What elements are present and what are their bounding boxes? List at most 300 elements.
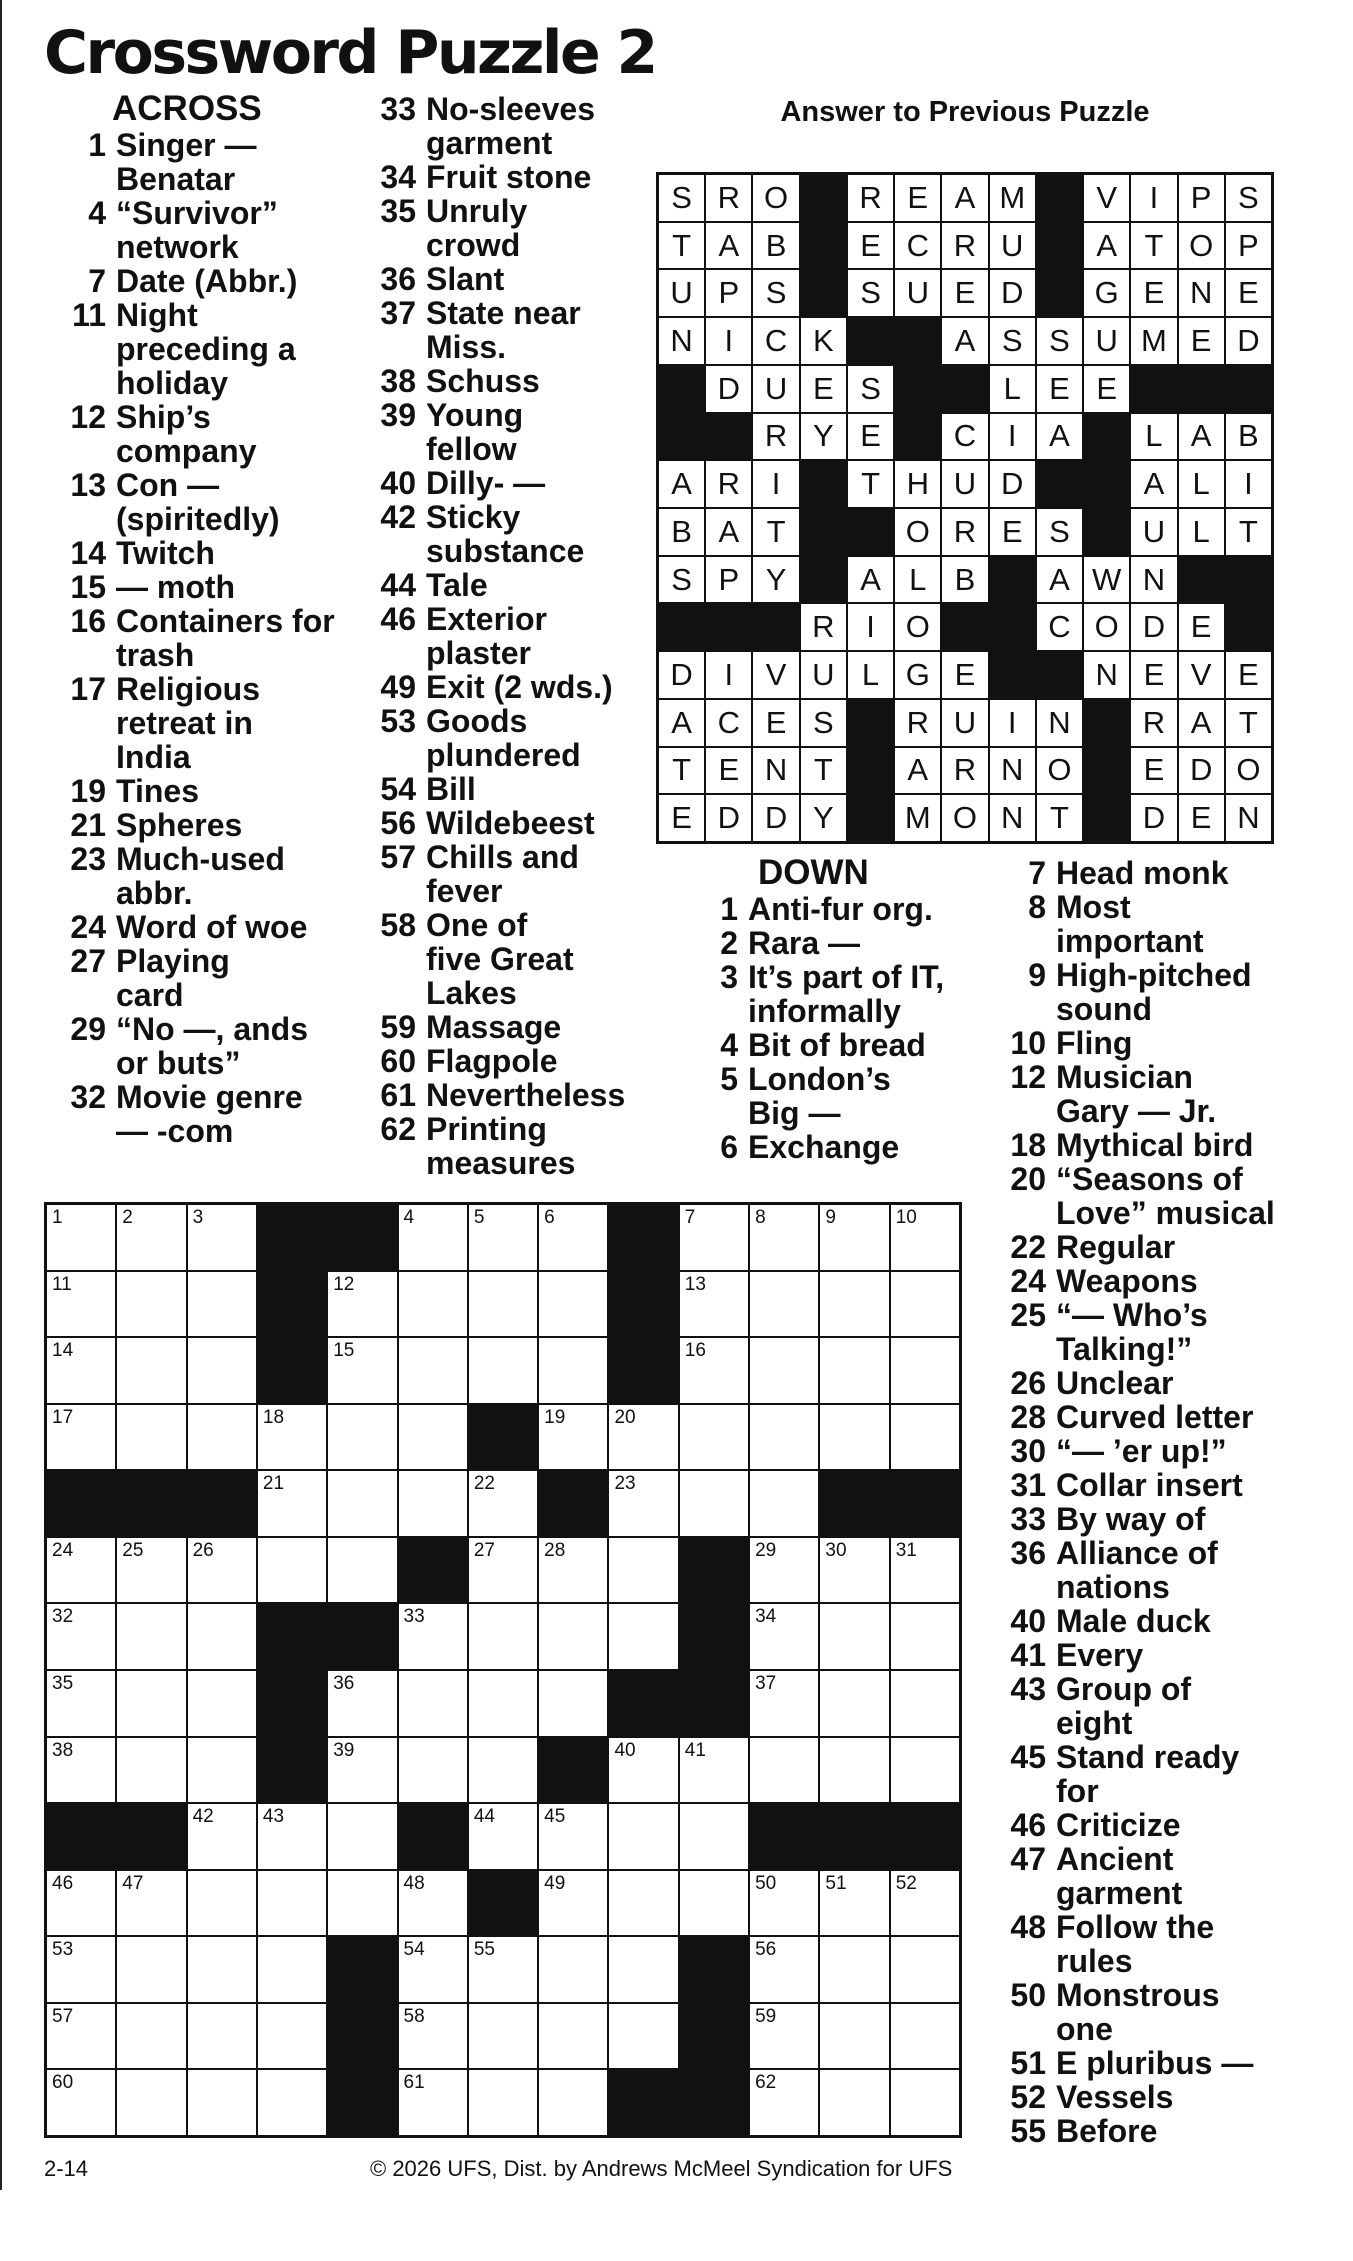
- grid-white-cell[interactable]: [609, 2004, 677, 2069]
- previous-letter-cell: I: [706, 318, 751, 364]
- grid-white-cell[interactable]: [469, 1471, 537, 1536]
- grid-white-cell[interactable]: [820, 1272, 888, 1337]
- grid-cell-number: 10: [895, 1207, 917, 1228]
- grid-cell-number: 49: [544, 1872, 566, 1894]
- previous-letter-cell: P: [1226, 223, 1271, 269]
- grid-cell-number: 11: [52, 1273, 72, 1295]
- previous-letter-cell: E: [1179, 795, 1224, 841]
- clue-text: Containers for trash: [116, 603, 335, 673]
- grid-white-cell[interactable]: [258, 1405, 326, 1470]
- grid-cell-number: 14: [52, 1340, 74, 1362]
- grid-white-cell[interactable]: [469, 1538, 537, 1603]
- grid-white-cell[interactable]: [820, 1604, 888, 1669]
- grid-white-cell[interactable]: [188, 1937, 256, 2002]
- grid-white-cell[interactable]: [680, 1205, 748, 1270]
- previous-letter-cell: B: [942, 557, 987, 603]
- grid-white-cell[interactable]: [328, 1272, 396, 1337]
- grid-cell-number: 23: [614, 1473, 636, 1495]
- previous-letter-cell: D: [990, 461, 1035, 507]
- grid-white-cell[interactable]: [891, 1738, 959, 1803]
- previous-letter-cell: D: [1226, 318, 1271, 364]
- grid-black-cell: [47, 1804, 115, 1869]
- grid-white-cell[interactable]: [47, 1538, 115, 1603]
- grid-white-cell[interactable]: [891, 1604, 959, 1669]
- grid-white-cell[interactable]: [750, 1604, 818, 1669]
- grid-white-cell[interactable]: [47, 1871, 115, 1936]
- grid-white-cell[interactable]: [680, 1338, 748, 1403]
- clue-item: [56, 128, 356, 196]
- clue-item: [56, 842, 356, 910]
- grid-white-cell[interactable]: [539, 1538, 607, 1603]
- previous-black-cell: [801, 557, 846, 603]
- grid-white-cell[interactable]: [539, 1804, 607, 1869]
- grid-white-cell[interactable]: [399, 1671, 467, 1736]
- clue-item: [56, 468, 356, 536]
- grid-white-cell[interactable]: [891, 1871, 959, 1936]
- clue-item: [56, 1080, 356, 1148]
- grid-cell-number: 13: [684, 1273, 706, 1295]
- grid-white-cell[interactable]: [47, 2070, 115, 2135]
- clue-text: Singer — Benatar: [116, 127, 257, 197]
- grid-black-cell: [469, 1871, 537, 1936]
- grid-black-cell: [399, 1804, 467, 1869]
- previous-letter-cell: N: [990, 795, 1035, 841]
- previous-letter-cell: S: [753, 270, 798, 316]
- clue-number: 34: [380, 159, 416, 195]
- grid-white-cell[interactable]: [258, 1937, 326, 2002]
- previous-black-cell: [1179, 557, 1224, 603]
- grid-white-cell[interactable]: [750, 1205, 818, 1270]
- clue-item: [996, 1978, 1296, 2046]
- across-column-1: [56, 89, 356, 1149]
- grid-cell-number: 12: [333, 1273, 355, 1295]
- grid-white-cell[interactable]: [47, 1338, 115, 1403]
- grid-white-cell[interactable]: [328, 1671, 396, 1736]
- previous-letter-cell: S: [990, 318, 1035, 364]
- grid-white-cell[interactable]: [47, 1405, 115, 1470]
- grid-white-cell[interactable]: [188, 1405, 256, 1470]
- grid-white-cell[interactable]: [328, 1738, 396, 1803]
- grid-white-cell[interactable]: [891, 1405, 959, 1470]
- previous-black-cell: [753, 604, 798, 650]
- down-clue-list-1: [688, 892, 998, 1164]
- clue-text: “— ’er up!”: [1056, 1433, 1227, 1469]
- grid-cell-number: 62: [755, 2072, 777, 2094]
- grid-cell-number: 44: [473, 1806, 495, 1828]
- previous-letter-cell: N: [1131, 557, 1176, 603]
- grid-white-cell[interactable]: [188, 1538, 256, 1603]
- clue-item: [996, 1910, 1296, 1978]
- grid-white-cell[interactable]: [539, 1205, 607, 1270]
- previous-letter-cell: S: [1037, 509, 1082, 555]
- grid-white-cell[interactable]: [469, 2004, 537, 2069]
- grid-white-cell[interactable]: [399, 1205, 467, 1270]
- grid-cell-number: 3: [192, 1207, 204, 1228]
- grid-black-cell: [328, 1205, 396, 1270]
- grid-white-cell[interactable]: [47, 1738, 115, 1803]
- grid-white-cell[interactable]: [820, 1671, 888, 1736]
- clue-text: Monstrous one: [1056, 1977, 1220, 2047]
- grid-white-cell[interactable]: [47, 1671, 115, 1736]
- clue-number: 31: [1010, 1467, 1046, 1503]
- previous-black-cell: [848, 795, 893, 841]
- previous-letter-cell: T: [753, 509, 798, 555]
- previous-letter-cell: U: [990, 223, 1035, 269]
- previous-black-cell: [706, 414, 751, 460]
- clue-item: [996, 856, 1296, 890]
- previous-letter-cell: B: [659, 509, 704, 555]
- grid-white-cell[interactable]: [117, 1338, 185, 1403]
- clue-item: [366, 772, 656, 806]
- grid-white-cell[interactable]: [609, 1405, 677, 1470]
- grid-white-cell[interactable]: [820, 1405, 888, 1470]
- grid-white-cell[interactable]: [399, 1338, 467, 1403]
- grid-white-cell[interactable]: [820, 1538, 888, 1603]
- previous-letter-cell: U: [1131, 509, 1176, 555]
- grid-white-cell[interactable]: [399, 2004, 467, 2069]
- clue-number: 61: [380, 1077, 416, 1113]
- previous-black-cell: [1179, 366, 1224, 412]
- grid-white-cell[interactable]: [750, 1671, 818, 1736]
- grid-black-cell: [609, 2070, 677, 2135]
- grid-white-cell[interactable]: [750, 2070, 818, 2135]
- previous-letter-cell: A: [942, 318, 987, 364]
- previous-letter-cell: U: [942, 461, 987, 507]
- grid-white-cell[interactable]: [680, 1272, 748, 1337]
- previous-black-cell: [990, 557, 1035, 603]
- grid-white-cell[interactable]: [539, 1871, 607, 1936]
- grid-black-cell: [820, 1804, 888, 1869]
- clue-item: [996, 2080, 1296, 2114]
- grid-white-cell[interactable]: [399, 1272, 467, 1337]
- grid-white-cell[interactable]: [188, 1804, 256, 1869]
- clue-text: Flagpole: [426, 1043, 558, 1079]
- grid-white-cell[interactable]: [539, 1671, 607, 1736]
- grid-white-cell[interactable]: [328, 1405, 396, 1470]
- grid-white-cell[interactable]: [469, 1272, 537, 1337]
- grid-white-cell[interactable]: [328, 1471, 396, 1536]
- clue-number: 10: [1010, 1025, 1046, 1061]
- grid-white-cell[interactable]: [750, 1338, 818, 1403]
- grid-white-cell[interactable]: [117, 1671, 185, 1736]
- clue-text: Anti-fur org.: [748, 891, 933, 927]
- grid-cell-number: 46: [52, 1872, 74, 1894]
- clue-text: It’s part of IT, informally: [748, 959, 945, 1029]
- grid-white-cell[interactable]: [188, 1338, 256, 1403]
- grid-black-cell: [539, 1738, 607, 1803]
- previous-letter-cell: I: [1226, 461, 1271, 507]
- previous-black-cell: [1131, 366, 1176, 412]
- grid-white-cell[interactable]: [47, 1604, 115, 1669]
- previous-letter-cell: S: [1037, 318, 1082, 364]
- grid-white-cell[interactable]: [117, 2070, 185, 2135]
- grid-white-cell[interactable]: [328, 1338, 396, 1403]
- grid-cell-number: 61: [403, 2072, 425, 2094]
- clue-number: 33: [1010, 1501, 1046, 1537]
- grid-white-cell[interactable]: [539, 2070, 607, 2135]
- previous-black-cell: [659, 366, 704, 412]
- grid-white-cell[interactable]: [609, 1471, 677, 1536]
- grid-white-cell[interactable]: [328, 1804, 396, 1869]
- grid-black-cell: [609, 1205, 677, 1270]
- grid-black-cell: [328, 1604, 396, 1669]
- across-clue-list-1: [56, 128, 356, 1148]
- clue-number: 28: [1010, 1399, 1046, 1435]
- previous-black-cell: [942, 366, 987, 412]
- clue-number: 13: [70, 467, 106, 503]
- previous-letter-cell: A: [1037, 557, 1082, 603]
- grid-white-cell[interactable]: [188, 1871, 256, 1936]
- clue-number: 48: [1010, 1909, 1046, 1945]
- grid-white-cell[interactable]: [399, 1871, 467, 1936]
- previous-letter-cell: E: [942, 652, 987, 698]
- grid-white-cell[interactable]: [258, 1804, 326, 1869]
- grid-white-cell[interactable]: [399, 1604, 467, 1669]
- grid-white-cell[interactable]: [117, 2004, 185, 2069]
- previous-letter-cell: O: [1226, 748, 1271, 794]
- clue-item: [366, 908, 656, 1010]
- previous-black-cell: [1226, 604, 1271, 650]
- grid-white-cell[interactable]: [469, 1738, 537, 1803]
- grid-white-cell[interactable]: [117, 1604, 185, 1669]
- previous-black-cell: [895, 318, 940, 364]
- grid-white-cell[interactable]: [891, 1205, 959, 1270]
- previous-letter-cell: R: [942, 223, 987, 269]
- grid-white-cell[interactable]: [680, 1471, 748, 1536]
- clue-text: Movie genre — -com: [116, 1079, 303, 1149]
- grid-white-cell[interactable]: [258, 2004, 326, 2069]
- grid-white-cell[interactable]: [117, 1937, 185, 2002]
- grid-cell-number: 20: [614, 1406, 636, 1428]
- previous-letter-cell: N: [1179, 270, 1224, 316]
- clue-text: Male duck: [1056, 1603, 1211, 1639]
- grid-white-cell[interactable]: [399, 1471, 467, 1536]
- grid-white-cell[interactable]: [258, 1871, 326, 1936]
- clue-text: “Survivor” network: [116, 195, 278, 265]
- page-left-rule: [0, 0, 2, 2190]
- clue-item: [56, 1012, 356, 1080]
- grid-white-cell[interactable]: [609, 1604, 677, 1669]
- previous-letter-cell: S: [801, 700, 846, 746]
- grid-white-cell[interactable]: [399, 1405, 467, 1470]
- grid-white-cell[interactable]: [891, 2070, 959, 2135]
- grid-black-cell: [328, 2004, 396, 2069]
- previous-letter-cell: N: [753, 748, 798, 794]
- grid-white-cell[interactable]: [750, 1272, 818, 1337]
- grid-white-cell[interactable]: [891, 1937, 959, 2002]
- clue-number: 1: [720, 891, 738, 927]
- grid-white-cell[interactable]: [820, 1738, 888, 1803]
- grid-white-cell[interactable]: [188, 1738, 256, 1803]
- grid-white-cell[interactable]: [258, 2070, 326, 2135]
- grid-white-cell[interactable]: [258, 1538, 326, 1603]
- grid-white-cell[interactable]: [469, 1804, 537, 1869]
- grid-white-cell[interactable]: [750, 1738, 818, 1803]
- grid-white-cell[interactable]: [328, 1538, 396, 1603]
- clue-item: [56, 774, 356, 808]
- grid-white-cell[interactable]: [539, 1338, 607, 1403]
- grid-white-cell[interactable]: [891, 1671, 959, 1736]
- grid-white-cell[interactable]: [609, 1871, 677, 1936]
- clue-text: Mythical bird: [1056, 1127, 1254, 1163]
- previous-letter-cell: E: [990, 509, 1035, 555]
- grid-white-cell[interactable]: [609, 1804, 677, 1869]
- grid-black-cell: [891, 1471, 959, 1536]
- grid-white-cell[interactable]: [47, 2004, 115, 2069]
- grid-white-cell[interactable]: [188, 2004, 256, 2069]
- clue-text: Nevertheless: [426, 1077, 626, 1113]
- grid-white-cell[interactable]: [680, 1738, 748, 1803]
- grid-white-cell[interactable]: [188, 1205, 256, 1270]
- clue-text: Twitch: [116, 535, 215, 571]
- grid-white-cell[interactable]: [750, 1471, 818, 1536]
- grid-cell-number: 25: [122, 1539, 144, 1561]
- grid-white-cell[interactable]: [469, 1205, 537, 1270]
- grid-white-cell[interactable]: [469, 2070, 537, 2135]
- previous-letter-cell: D: [1131, 795, 1176, 841]
- clue-item: [366, 296, 656, 364]
- previous-black-cell: [895, 414, 940, 460]
- grid-black-cell: [188, 1471, 256, 1536]
- grid-white-cell[interactable]: [820, 1338, 888, 1403]
- clue-number: 9: [1028, 957, 1046, 993]
- previous-letter-cell: O: [1179, 223, 1224, 269]
- grid-white-cell[interactable]: [609, 1738, 677, 1803]
- grid-white-cell[interactable]: [750, 1937, 818, 2002]
- grid-white-cell[interactable]: [820, 1937, 888, 2002]
- previous-letter-cell: C: [1037, 604, 1082, 650]
- grid-white-cell[interactable]: [539, 2004, 607, 2069]
- clue-number: 2: [720, 925, 738, 961]
- clue-item: [996, 1604, 1296, 1638]
- clue-number: 56: [380, 805, 416, 841]
- previous-letter-cell: C: [895, 223, 940, 269]
- previous-letter-cell: T: [659, 223, 704, 269]
- previous-letter-cell: E: [753, 700, 798, 746]
- grid-white-cell[interactable]: [820, 2004, 888, 2069]
- grid-cell-number: 2: [122, 1207, 133, 1228]
- previous-letter-cell: T: [659, 748, 704, 794]
- previous-letter-cell: U: [659, 270, 704, 316]
- grid-white-cell[interactable]: [188, 2070, 256, 2135]
- clue-text: Alliance of nations: [1056, 1535, 1218, 1605]
- previous-black-cell: [942, 604, 987, 650]
- grid-white-cell[interactable]: [47, 1937, 115, 2002]
- grid-white-cell[interactable]: [820, 1205, 888, 1270]
- grid-white-cell[interactable]: [117, 1871, 185, 1936]
- grid-white-cell[interactable]: [188, 1671, 256, 1736]
- grid-white-cell[interactable]: [188, 1272, 256, 1337]
- clue-text: — moth: [116, 569, 236, 605]
- clue-text: No-sleeves garment: [426, 91, 595, 161]
- grid-white-cell[interactable]: [820, 1871, 888, 1936]
- previous-letter-cell: A: [706, 223, 751, 269]
- clue-text: Most important: [1056, 889, 1204, 959]
- grid-cell-number: 5: [473, 1207, 485, 1228]
- previous-letter-cell: K: [801, 318, 846, 364]
- clue-text: Before: [1056, 2113, 1158, 2149]
- grid-white-cell[interactable]: [399, 2070, 467, 2135]
- grid-white-cell[interactable]: [117, 1738, 185, 1803]
- grid-white-cell[interactable]: [539, 1405, 607, 1470]
- grid-white-cell[interactable]: [539, 1937, 607, 2002]
- grid-white-cell[interactable]: [609, 1538, 677, 1603]
- clue-number: 22: [1010, 1229, 1046, 1265]
- grid-white-cell[interactable]: [609, 1937, 677, 2002]
- grid-white-cell[interactable]: [47, 1272, 115, 1337]
- grid-black-cell: [609, 1272, 677, 1337]
- previous-letter-cell: D: [706, 795, 751, 841]
- clue-number: 12: [1010, 1059, 1046, 1095]
- grid-white-cell[interactable]: [469, 1937, 537, 2002]
- previous-letter-cell: E: [706, 748, 751, 794]
- grid-white-cell[interactable]: [539, 1272, 607, 1337]
- grid-white-cell[interactable]: [680, 1871, 748, 1936]
- previous-letter-cell: E: [1179, 604, 1224, 650]
- clue-number: 7: [88, 263, 106, 299]
- clue-text: Wildebeest: [426, 805, 595, 841]
- grid-white-cell[interactable]: [891, 2004, 959, 2069]
- clue-text: Young fellow: [426, 397, 524, 467]
- grid-white-cell[interactable]: [117, 1538, 185, 1603]
- grid-white-cell[interactable]: [469, 1671, 537, 1736]
- clue-item: [996, 1502, 1296, 1536]
- previous-letter-cell: A: [1084, 223, 1129, 269]
- grid-white-cell[interactable]: [188, 1604, 256, 1669]
- grid-white-cell[interactable]: [680, 1405, 748, 1470]
- grid-white-cell[interactable]: [469, 1604, 537, 1669]
- clue-item: [996, 1400, 1296, 1434]
- grid-white-cell[interactable]: [750, 2004, 818, 2069]
- clue-item: [56, 604, 356, 672]
- grid-white-cell[interactable]: [539, 1604, 607, 1669]
- grid-white-cell[interactable]: [399, 1738, 467, 1803]
- clue-number: 38: [380, 363, 416, 399]
- grid-white-cell[interactable]: [258, 1471, 326, 1536]
- grid-white-cell[interactable]: [750, 1871, 818, 1936]
- clue-item: [996, 1366, 1296, 1400]
- previous-black-cell: [659, 604, 704, 650]
- grid-white-cell[interactable]: [47, 1205, 115, 1270]
- grid-cell-number: 31: [895, 1539, 917, 1561]
- grid-white-cell[interactable]: [750, 1405, 818, 1470]
- grid-white-cell[interactable]: [328, 1871, 396, 1936]
- down-heading: DOWN: [758, 853, 869, 892]
- clue-number: 45: [1010, 1739, 1046, 1775]
- previous-black-cell: [1084, 700, 1129, 746]
- grid-white-cell[interactable]: [469, 1338, 537, 1403]
- grid-white-cell[interactable]: [820, 2070, 888, 2135]
- grid-white-cell[interactable]: [750, 1538, 818, 1603]
- clue-number: 12: [70, 399, 106, 435]
- previous-letter-cell: I: [1131, 175, 1176, 221]
- grid-white-cell[interactable]: [399, 1937, 467, 2002]
- previous-letter-cell: O: [1037, 748, 1082, 794]
- grid-cell-number: 17: [52, 1406, 74, 1428]
- grid-white-cell[interactable]: [891, 1338, 959, 1403]
- clue-text: Spheres: [116, 807, 243, 843]
- grid-white-cell[interactable]: [891, 1538, 959, 1603]
- previous-letter-cell: A: [659, 461, 704, 507]
- grid-white-cell[interactable]: [117, 1272, 185, 1337]
- previous-letter-cell: O: [753, 175, 798, 221]
- grid-white-cell[interactable]: [117, 1405, 185, 1470]
- grid-white-cell[interactable]: [891, 1272, 959, 1337]
- grid-white-cell[interactable]: [117, 1205, 185, 1270]
- previous-black-cell: [1226, 366, 1271, 412]
- previous-letter-cell: G: [895, 652, 940, 698]
- grid-white-cell[interactable]: [680, 1804, 748, 1869]
